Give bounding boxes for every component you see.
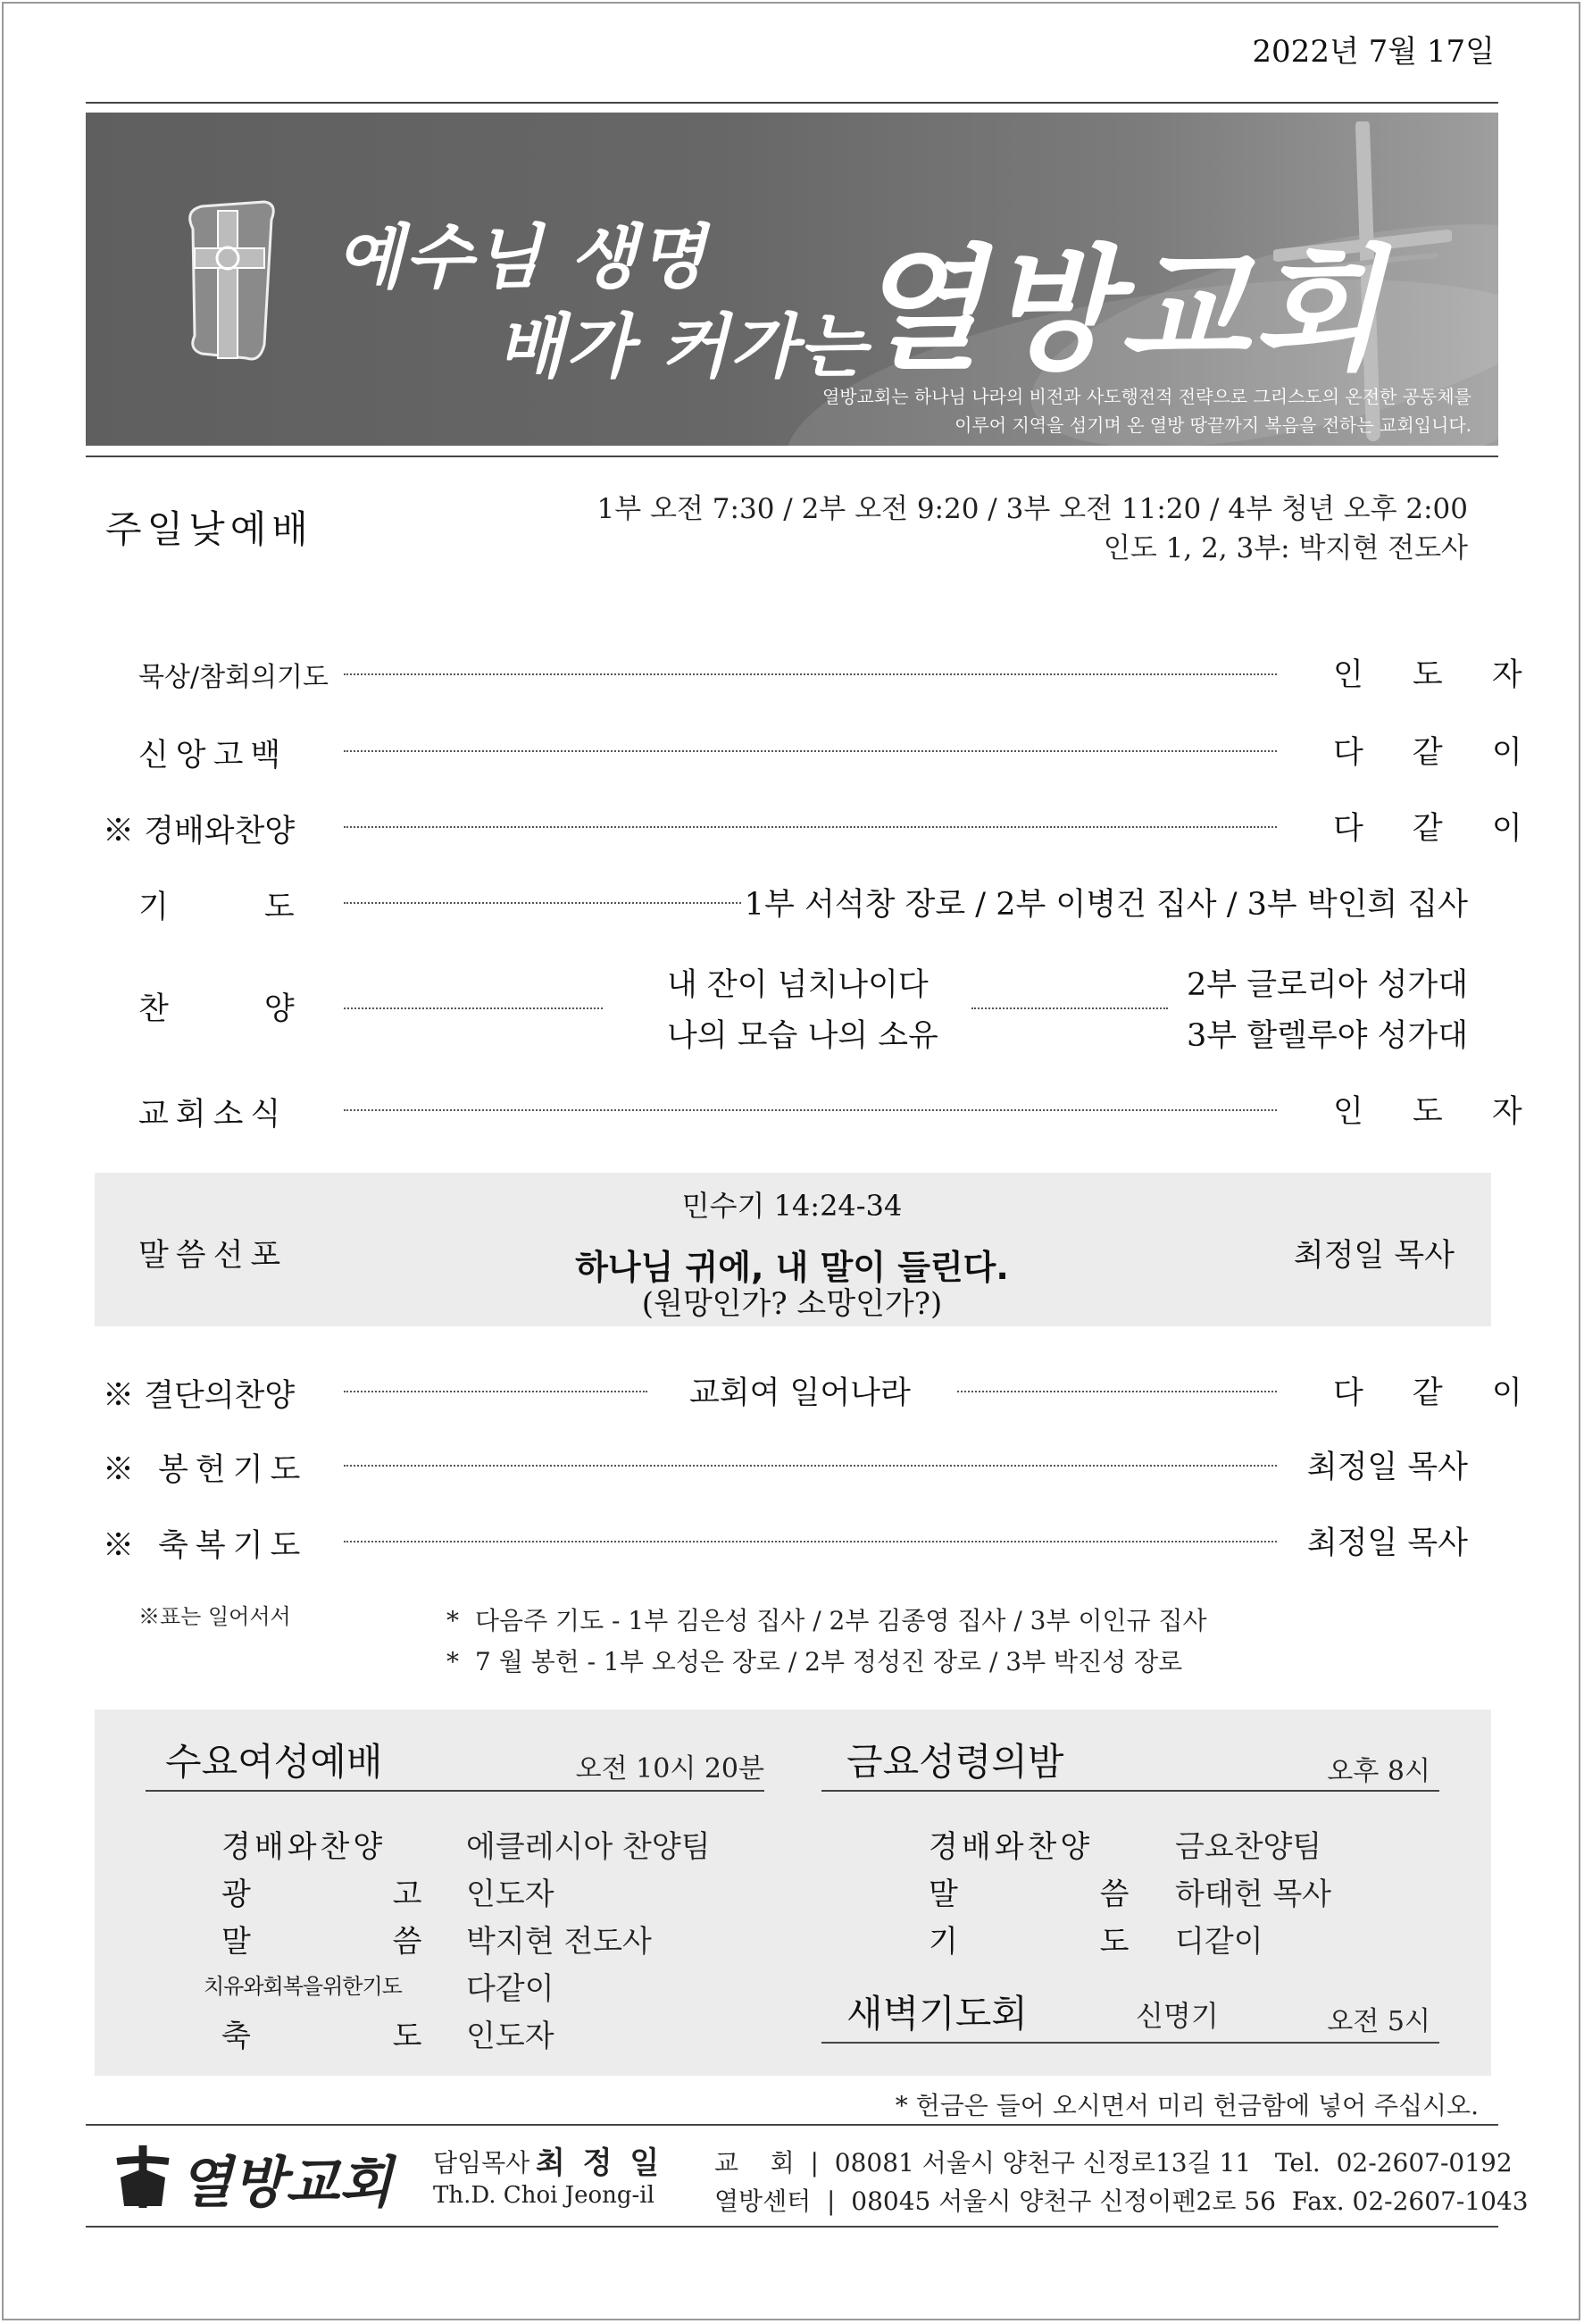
sermon-title: 하나님 귀에, 내 말이 들린다. (575, 1248, 1009, 1287)
mission-line2: 이루어 지역을 섬기며 온 열방 땅끝까지 복음을 전하는 교회입니다. (955, 414, 1471, 436)
fri-label-worship: 경배와찬양 (929, 1829, 1094, 1865)
anthem-song-2: 나의 모습 나의 소유 (667, 1018, 938, 1054)
fri-value-sermon: 하태헌 목사 (1175, 1877, 1332, 1912)
footer-church-name: 열방교회 (179, 2150, 393, 2215)
mission-statement (822, 382, 1471, 439)
row-label-decision-hymn: ※ 결단의찬양 (103, 1378, 296, 1414)
row-label-anthem: 찬 양 (138, 991, 302, 1027)
header-banner (86, 113, 1498, 446)
sunday-service-title: 주일낮예배 (105, 507, 313, 551)
anthem-song-1: 내 잔이 넘치나이다 (667, 967, 929, 1003)
friday-divider (821, 1790, 1439, 1792)
sermon-scripture: 민수기 14:24-34 (681, 1189, 903, 1223)
fri-value-prayer: 디같이 (1175, 1924, 1263, 1960)
row-value-news: 인 도 자 (1333, 1094, 1542, 1130)
dot-leader (957, 1391, 1277, 1392)
row-label-news: 교회소식 (138, 1097, 288, 1133)
stand-note: ※표는 일어서서 (138, 1604, 291, 1629)
notice-list (446, 1601, 1207, 1683)
row-label-benediction: ※ 축복기도 (103, 1528, 308, 1564)
dawn-title: 새벽기도회 (846, 1992, 1028, 2036)
sermon-label: 말씀선포 (138, 1238, 288, 1274)
banner-church-name: 열방교회 (854, 233, 1386, 389)
anthem-choir-1: 2부 글로리아 성가대 (1187, 967, 1468, 1003)
wed-value-blessing: 인도자 (466, 2019, 554, 2054)
wednesday-title: 수요여성예배 (165, 1740, 383, 1784)
dot-leader (344, 1109, 1277, 1111)
row-value-meditation: 인 도 자 (1333, 657, 1542, 693)
wed-value-healing-prayer: 다같이 (466, 1971, 554, 2007)
dawn-book: 신명기 (1136, 1999, 1219, 2033)
row-label-prayer: 기 도 (138, 890, 302, 925)
row-label-offering-prayer: ※ 봉헌기도 (103, 1452, 308, 1488)
mission-line1: 열방교회는 하나님 나라의 비전과 사도행전적 전략으로 그리스도의 온전한 공동체를 (821, 386, 1471, 407)
wed-label-blessing: 축 도 (221, 2019, 426, 2054)
church-logo-icon (112, 2142, 174, 2211)
friday-time: 오후 8시 (1327, 1756, 1430, 1787)
banner-slogan-line2: 배가 커가는 (496, 307, 868, 388)
offering-prayer-value: 최정일 목사 (1306, 1450, 1468, 1485)
decision-hymn-title: 교회여 일어나라 (689, 1375, 911, 1411)
friday-title: 금요성령의밤 (846, 1740, 1064, 1784)
service-times (597, 489, 1468, 568)
row-label-creed: 신앙고백 (138, 738, 288, 773)
notice-item: * 7 월 봉헌 - 1부 오성은 장로 / 2부 정성진 장로 / 3부 박진성 장로 (446, 1647, 1183, 1676)
service-leader-line: 인도 1, 2, 3부: 박지현 전도사 (1103, 532, 1468, 564)
benediction-value: 최정일 목사 (1306, 1526, 1468, 1561)
bulletin-date: 2022년 7월 17일 (1252, 34, 1495, 70)
row-value-prayer: 1부 서석창 장로 / 2부 이병건 집사 / 3부 박인희 집사 (744, 887, 1468, 923)
wednesday-time: 오전 10시 20분 (575, 1753, 764, 1785)
pastor-name: 최 정 일 (536, 2145, 663, 2181)
fri-label-sermon: 말 씀 (929, 1877, 1133, 1912)
decision-hymn-value: 다 같 이 (1333, 1375, 1542, 1411)
dot-leader (344, 750, 1277, 752)
wed-label-worship: 경배와찬양 (221, 1829, 387, 1865)
dot-leader (971, 1007, 1168, 1009)
notice-item: * 다음주 기도 - 1부 김은성 집사 / 2부 김종영 집사 / 3부 이인규 집사 (446, 1606, 1207, 1635)
wed-value-worship: 에클레시아 찬양팀 (466, 1829, 711, 1865)
dawn-time: 오전 5시 (1327, 2006, 1430, 2037)
cross-scroll-icon (175, 193, 282, 372)
fri-label-prayer: 기 도 (929, 1924, 1133, 1960)
wed-label-healing-prayer: 치유와회복을위한기도 (204, 1974, 402, 1999)
row-label-worship: ※ 경배와찬양 (103, 814, 296, 849)
center-address-row: 열방센터 | 08045 서울시 양천구 신정이펜2로 56 Fax. 02-2607-1043 (714, 2186, 1529, 2216)
dot-leader (344, 826, 1277, 828)
dot-leader (344, 1391, 647, 1392)
row-value-creed: 다 같 이 (1333, 735, 1542, 771)
anthem-choir-2: 3부 할렐루야 성가대 (1187, 1018, 1468, 1054)
dawn-divider (821, 2042, 1439, 2044)
pastor-label: 담임목사 (433, 2148, 530, 2178)
sermon-subtitle: (원망인가? 소망인가?) (641, 1286, 943, 1322)
footer-top-divider (86, 2124, 1498, 2126)
row-value-worship: 다 같 이 (1333, 811, 1542, 847)
church-address-row: 교 회 | 08081 서울시 양천구 신정로13길 11 Tel. 02-2607-0192 (714, 2148, 1513, 2178)
top-divider (86, 102, 1498, 104)
service-times-line: 1부 오전 7:30 / 2부 오전 9:20 / 3부 오전 11:20 / 4부 청년 오후 2:00 (596, 493, 1468, 525)
pastor-english-name: Th.D. Choi Jeong-il (433, 2182, 654, 2209)
wed-label-sermon: 말 씀 (221, 1924, 426, 1960)
offering-note: * 헌금은 들어 오시면서 미리 헌금함에 넣어 주십시오. (895, 2091, 1479, 2120)
banner-slogan-line1: 예수님 생명 (336, 218, 707, 298)
banner-bottom-divider (86, 456, 1498, 457)
sermon-preacher: 최정일 목사 (1293, 1238, 1455, 1274)
footer-bottom-divider (86, 2226, 1498, 2228)
dot-leader (344, 673, 1277, 675)
wed-value-notice: 인도자 (466, 1877, 554, 1912)
row-label-meditation: 묵상/참회의기도 (138, 662, 329, 693)
fri-value-worship: 금요찬양팀 (1175, 1829, 1322, 1865)
dot-leader (344, 1007, 603, 1009)
dot-leader (344, 1465, 1277, 1467)
wednesday-divider (146, 1790, 764, 1792)
wed-value-sermon: 박지현 전도사 (466, 1924, 652, 1960)
dot-leader (344, 902, 741, 904)
dot-leader (344, 1541, 1277, 1542)
wed-label-notice: 광 고 (221, 1877, 426, 1912)
